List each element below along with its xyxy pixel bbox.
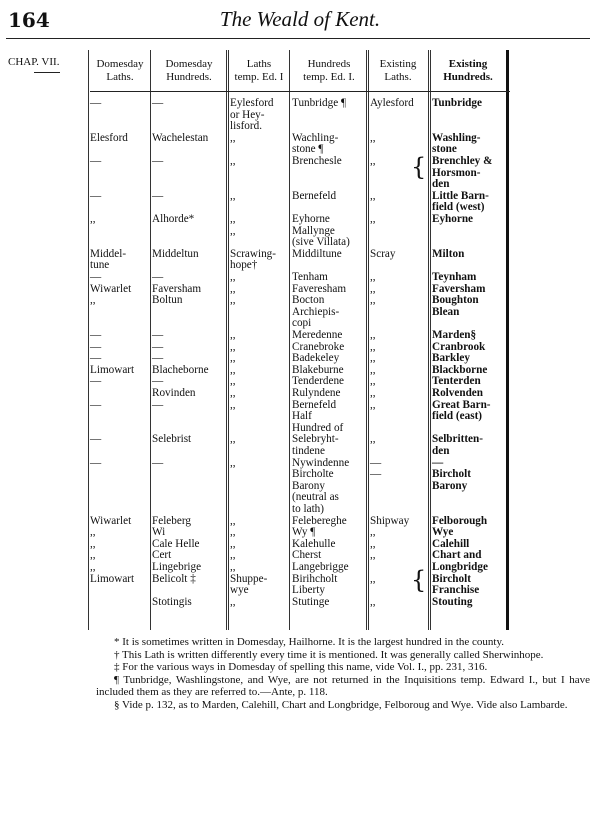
header-hundreds-ed: Hundreds temp. Ed. I. <box>303 58 355 83</box>
table-cell-c6: Cranbrook <box>432 340 486 353</box>
table-cell-c4: Birihcholt <box>292 572 338 585</box>
header-existing-hundreds: Existing Hundreds. <box>443 58 493 83</box>
header-rule <box>6 38 590 39</box>
table-cell-c4: Archiepis- <box>292 305 340 318</box>
table-cell-c4: Wy ¶ <box>292 526 316 539</box>
table-cell-c2: Rovinden <box>152 387 196 399</box>
table-cell-c4: Brenchesle <box>292 155 342 167</box>
table-cell-c6: Little Barn- <box>432 189 489 202</box>
table-cell-c1: Wiwarlet <box>90 514 132 527</box>
table-cell-c1: — <box>90 398 102 411</box>
table-cell-c6: Selbritten- <box>432 433 483 446</box>
table-cell-c3: ,, <box>230 213 236 225</box>
table-cell-c3: ,, <box>230 387 236 399</box>
table-cell-c4: Mallynge <box>292 224 335 237</box>
table-cell-c2: Belicolt ‡ <box>152 572 196 585</box>
table-cell-c4: Liberty <box>292 584 325 597</box>
table-cell-c5: ,, <box>370 595 376 608</box>
table-cell-c5: ,, <box>370 398 376 411</box>
table-cell-c5: ,, <box>370 387 376 399</box>
table-cell-c3: ,, <box>230 561 236 573</box>
table-cell-c5: ,, <box>370 537 376 550</box>
table-cell-c2: — <box>152 340 164 353</box>
table-cell-c3: wye <box>230 584 249 597</box>
table-cell-c2: — <box>152 352 164 365</box>
table-cell-c1: ,, <box>90 213 96 225</box>
table-cell-c2: Wachelestan <box>152 131 209 144</box>
page-number: 164 <box>8 8 50 32</box>
table-cell-c3: ,, <box>230 352 236 365</box>
table-cell-c6: Barkley <box>432 352 470 365</box>
table-cell-c3: ,, <box>230 526 236 539</box>
table-cell-c4: Middiltune <box>292 247 342 260</box>
table-cell-c4: Bernefeld <box>292 398 337 411</box>
table-cell-c2: — <box>152 375 164 388</box>
table-cell-c6: Tenterden <box>432 375 481 388</box>
table-cell-c3: ,, <box>230 340 236 353</box>
table-cell-c4: Faveresham <box>292 282 347 295</box>
table-cell-c4: Badekeley <box>292 352 340 365</box>
table-cell-c2: Stotingis <box>152 595 192 608</box>
table-cell-c5: ,, <box>370 213 376 225</box>
table-cell-c2: Cale Helle <box>152 537 200 550</box>
table-cell-c3: Shuppe- <box>230 572 268 585</box>
table-cell-c6: field (west) <box>432 201 485 214</box>
table-cell-c3: Scrawing- <box>230 247 276 260</box>
table-cell-c4: Half <box>292 410 312 423</box>
col-rule-2 <box>150 50 151 630</box>
brace-chart: { <box>411 566 427 594</box>
table-cell-c2: — <box>152 456 164 469</box>
table-cell-c4: (neutral as <box>292 491 339 504</box>
table-cell-c3: ,, <box>230 294 236 307</box>
table-cell-c4: Langebrigge <box>292 561 349 573</box>
page-header <box>0 4 600 34</box>
table-cell-c5: — <box>370 456 382 469</box>
table-cell-c1: — <box>90 189 102 202</box>
table-cell-c3: ,, <box>230 224 236 237</box>
table-cell-c2: Feleberg <box>152 514 191 527</box>
table-cell-c4: Stutinge <box>292 595 330 608</box>
table-cell-c2: — <box>152 155 164 167</box>
table-cell-c6: Milton <box>432 247 465 260</box>
page-title: The Weald of Kent. <box>219 7 381 31</box>
table-cell-c5: ,, <box>370 329 376 341</box>
table-cell-c6: Wye <box>432 526 454 539</box>
table-cell-c4: stone ¶ <box>292 143 324 156</box>
table-cell-c2: Middeltun <box>152 247 199 260</box>
table-cell-c1: Limowart <box>90 363 135 376</box>
table-cell-c4: Rulyndene <box>292 387 341 399</box>
table-cell-c6: Boughton <box>432 294 479 307</box>
table-cell-c4: Selebryht- <box>292 433 339 446</box>
table-cell-c3: lisford. <box>230 120 263 133</box>
table-cell-c1: ,, <box>90 561 96 573</box>
table-cell-c5: ,, <box>370 572 376 585</box>
header-laths-ed: Laths temp. Ed. I <box>234 58 284 83</box>
table-cell-c5: ,, <box>370 282 376 295</box>
table-cell-c6: Brenchley & <box>432 155 493 167</box>
table-cell-c3: or Hey- <box>230 108 265 121</box>
table-cell-c4: tindene <box>292 445 325 457</box>
table-cell-c3: hope† <box>230 259 258 272</box>
table-cell-c4: to lath) <box>292 503 325 515</box>
col-rule-1 <box>88 50 89 630</box>
table-cell-c5: ,, <box>370 294 376 307</box>
table-cell-c4: Tenderdene <box>292 375 345 388</box>
table-cell-c3: ,, <box>230 271 236 283</box>
table-cell-c4: (sive Villata) <box>292 236 350 249</box>
table-cell-c2: Alhorde* <box>152 213 195 225</box>
table-cell-c5: ,, <box>370 155 376 167</box>
table-cell-c3: ,, <box>230 131 236 144</box>
table-cell-c1: tune <box>90 259 110 272</box>
table-cell-c4: Hundred of <box>292 421 344 434</box>
table-cell-c2: Wi <box>152 526 166 539</box>
table-cell-c1: Limowart <box>90 572 135 585</box>
table-cell-c6: — <box>432 456 444 469</box>
header-separator <box>90 91 510 92</box>
table-cell-c1: ,, <box>90 526 96 539</box>
table-cell-c3: ,, <box>230 282 236 295</box>
table-cell-c3: ,, <box>230 155 236 167</box>
table-cell-c1: ,, <box>90 294 96 307</box>
footnote-4: ¶ Tunbridge, Washlingstone, and Wye, are not returned in the Inquisitions temp. Edward I., but I have included them as they are referred to.—Ante, p. 118. <box>96 673 590 699</box>
table-cell-c4: Cranebroke <box>292 340 345 353</box>
col-rule-4 <box>289 50 290 630</box>
table-cell-c5: — <box>370 468 382 481</box>
table-cell-c5: ,, <box>370 433 376 446</box>
table-cell-c5: ,, <box>370 340 376 353</box>
table-cell-c4: Tenham <box>292 271 328 283</box>
table-cell-c3: ,, <box>230 329 236 341</box>
table-cell-c4: Eyhorne <box>292 213 330 225</box>
table-cell-c4: Barony <box>292 479 325 492</box>
table-cell-c6: Longbridge <box>432 561 488 573</box>
table-cell-c3: ,, <box>230 398 236 411</box>
table-cell-c3: Eylesford <box>230 97 274 109</box>
table-cell-c6: Bircholt <box>432 572 471 585</box>
table-cell-c2: — <box>152 398 164 411</box>
table-cell-c1: — <box>90 97 102 109</box>
table-cell-c4: Meredenne <box>292 329 343 341</box>
footnote-1: * It is sometimes written in Domesday, Hailhorne. It is the largest hundred in the county. <box>114 636 505 648</box>
table-cell-c6: Bircholt <box>432 468 471 481</box>
table-cell-c5: ,, <box>370 271 376 283</box>
table-cell-c3: ,, <box>230 363 236 376</box>
table-cell-c6: Stouting <box>432 595 473 608</box>
table-cell-c4: Tunbridge ¶ <box>292 97 347 109</box>
table-cell-c6: Blean <box>432 305 460 318</box>
table-cell-c3: ,, <box>230 456 236 469</box>
table-cell-c5: Scray <box>370 247 396 260</box>
table-cell-c3: ,, <box>230 514 236 527</box>
table-cell-c4: Cherst <box>292 549 322 562</box>
table-cell-c5: ,, <box>370 131 376 144</box>
table-cell-c2: Cert <box>152 549 172 562</box>
table-cell-c3: ,, <box>230 549 236 562</box>
chapter-label: CHAP. VII. <box>8 56 60 68</box>
table-cell-c1: — <box>90 375 102 388</box>
table-cell-c6: stone <box>432 143 457 156</box>
table-cell-c4: Felebereghe <box>292 514 347 527</box>
table-cell-c5: Shipway <box>370 514 410 527</box>
table-cell-c4: Nywindenne <box>292 456 350 469</box>
table-cell-c1: — <box>90 352 102 365</box>
table-cell-c2: — <box>152 189 164 202</box>
table-cell-c6: den <box>432 178 450 191</box>
table-cell-c6: Teynham <box>432 271 477 283</box>
table-cell-c4: Bocton <box>292 294 325 307</box>
table-cell-c1: — <box>90 433 102 446</box>
header-domesday-laths: Domesday Laths. <box>96 58 144 83</box>
header-domesday-hundreds: Domesday Hundreds. <box>165 58 213 83</box>
table-cell-c2: — <box>152 97 164 109</box>
table-cell-c1: — <box>90 456 102 469</box>
table-cell-c5: ,, <box>370 526 376 539</box>
table-cell-c1: — <box>90 271 102 283</box>
table-cell-c2: — <box>152 271 164 283</box>
table-cell-c1: ,, <box>90 537 96 550</box>
table-cell-c2: Faversham <box>152 282 202 295</box>
table-cell-c5: Aylesford <box>370 97 414 109</box>
table-cell-c2: Selebrist <box>152 433 192 446</box>
table-cell-c6: Marden§ <box>432 329 477 341</box>
table-cell-c5: ,, <box>370 549 376 562</box>
table-cell-c5: ,, <box>370 363 376 376</box>
table-cell-c3: ,, <box>230 595 236 608</box>
table-cell-c5: ,, <box>370 189 376 202</box>
table-cell-c3: ,, <box>230 537 236 550</box>
table-cell-c6: den <box>432 445 450 457</box>
table-cell-c6: Washling- <box>432 131 481 144</box>
header-existing-laths: Existing Laths. <box>379 58 417 83</box>
table-cell-c6: Eyhorne <box>432 213 474 225</box>
table-cell-c1: — <box>90 329 102 341</box>
table-cell-c2: — <box>152 329 164 341</box>
table-cell-c6: Barony <box>432 479 468 492</box>
table-cell-c6: Franchise <box>432 584 480 597</box>
table-cell-c6: Calehill <box>432 537 470 550</box>
table-cell-c6: Horsmon- <box>432 166 481 179</box>
table-cell-c6: field (east) <box>432 410 483 423</box>
footnote-3: ‡ For the various ways in Domesday of spelling this name, vide Vol. I., pp. 231, 316. <box>114 661 488 674</box>
table-cell-c5: ,, <box>370 352 376 365</box>
table-cell-c1: Wiwarlet <box>90 282 132 295</box>
footnote-5: § Vide p. 132, as to Marden, Calehill, Chart and Longbridge, Felboroug and Wye. Vide also Lambarde. <box>114 698 568 711</box>
table-cell-c1: Middel- <box>90 247 127 260</box>
table-cell-c6: Tunbridge <box>432 97 482 109</box>
brace-brenchley: { <box>411 153 427 181</box>
table-cell-c1: Elesford <box>90 131 128 144</box>
table-cell-c3: ,, <box>230 375 236 388</box>
table-cell-c6: Blackborne <box>432 363 488 376</box>
table-cell-c6: Felborough <box>432 514 488 527</box>
table-cell-c6: Rolvenden <box>432 387 483 399</box>
chapter-dash <box>34 72 60 73</box>
table-cell-c6: Faversham <box>432 282 486 295</box>
table-cell-c3: ,, <box>230 433 236 446</box>
table-cell-c2: Lingebrige <box>152 561 202 573</box>
table-cell-c4: Blakeburne <box>292 363 344 376</box>
table-cell-c2: Blacheborne <box>152 363 209 376</box>
table-cell-c6: Great Barn- <box>432 398 491 411</box>
table-cell-c3: ,, <box>230 189 236 202</box>
footnotes <box>96 636 590 712</box>
table-cell-c1: — <box>90 155 102 167</box>
table-cell-c4: Bernefeld <box>292 189 337 202</box>
table-cell-c2: Boltun <box>152 294 183 307</box>
table-cell-c4: Wachling- <box>292 131 339 144</box>
table-cell-c4: Kalehulle <box>292 537 336 550</box>
table-cell-c4: copi <box>292 317 312 330</box>
table-cell-c5: ,, <box>370 375 376 388</box>
table-cell-c6: Chart and <box>432 549 482 562</box>
table-cell-c1: — <box>90 340 102 353</box>
table-cell-c1: ,, <box>90 549 96 562</box>
table-cell-c4: Bircholte <box>292 468 334 481</box>
footnote-2: † This Lath is written differently every time it is mentioned. It was generally called Sherwinhope. <box>114 648 544 661</box>
